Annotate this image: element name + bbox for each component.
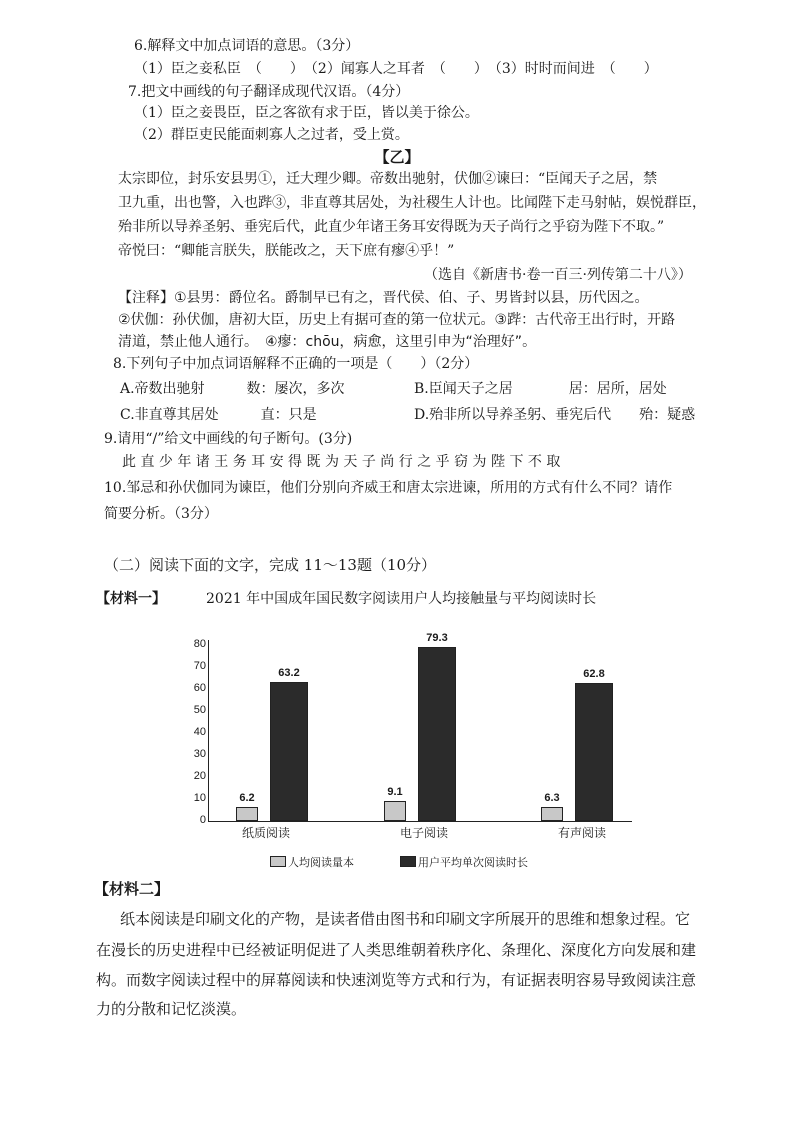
category-ebook: 电子阅读 — [399, 826, 448, 840]
question-10-line-1: 10.邹忌和孙伏伽同为谏臣，他们分别向齐威王和唐太宗进谏，所用的方式有什么不同？请作 — [104, 480, 673, 496]
y-tick-0: 0 — [199, 814, 206, 826]
question-9: 9.请用“/”给文中画线的句子断句。(3分) — [104, 431, 353, 447]
question-8-option-c: C.非直尊其居处 直：只是 — [120, 407, 317, 423]
passage-line-1: 太宗即位，封乐安县男①，迁大理少卿。帝数出驰射，伏伽②谏曰：“臣闻天子之居，禁 — [118, 171, 658, 187]
material-2-line-2: 在漫长的历史进程中已经被证明促进了人类思维朝着秩序化、条理化、深度化方向发展和建 — [96, 941, 697, 959]
legend-label-duration: 用户平均单次阅读时长 — [418, 856, 528, 869]
legend-swatch-duration — [400, 856, 416, 867]
material-2-line-3: 构。而数字阅读过程中的屏幕阅读和快速浏览等方式和行为，有证据表明容易导致阅读注意 — [96, 971, 697, 989]
y-tick-60: 60 — [193, 682, 206, 694]
y-axis — [208, 640, 209, 822]
material-1-tag: 【材料一】 — [96, 591, 166, 607]
bar-paper-reading-duration — [270, 682, 308, 821]
question-6-items: （1）臣之妾私臣 （ ） （2）闻寡人之耳者 （ ） （3）时时而间进 （ ） — [134, 61, 658, 77]
note-line-3: 清道，禁止他人通行。 ④瘳：chōu，病愈，这里引申为“治理好”。 — [118, 334, 537, 350]
y-tick-30: 30 — [193, 748, 206, 760]
y-tick-50: 50 — [193, 704, 206, 716]
category-audio: 有声阅读 — [557, 826, 606, 840]
passage-source: （选自《新唐书·卷一百三·列传第二十八》） — [424, 267, 692, 283]
question-10-line-2: 简要分析。（3分） — [104, 506, 218, 522]
label-audio-volume: 6.3 — [544, 792, 560, 805]
section-2-heading: （二）阅读下面的文字，完成 11～13题（10分） — [104, 556, 437, 574]
passage-yi-heading: 【乙】 — [374, 148, 420, 166]
question-7-item-2: （2）群臣吏民能面刺寡人之过者，受上赏。 — [134, 127, 409, 143]
bar-audio-reading-volume — [541, 807, 563, 821]
x-axis — [208, 821, 632, 822]
question-8: 8.下列句子中加点词语解释不正确的一项是（ ）（2分） — [113, 356, 479, 372]
question-7-item-1: （1）臣之妾畏臣，臣之客欲有求于臣，皆以美于徐公。 — [134, 105, 479, 121]
chart-title: 2021 年中国成年国民数字阅读用户人均接触量与平均阅读时长 — [206, 591, 597, 607]
legend-label-volume: 人均阅读量本 — [288, 856, 354, 869]
y-tick-70: 70 — [193, 660, 206, 672]
label-paper-duration: 63.2 — [278, 666, 300, 679]
bar-ebook-reading-volume — [384, 801, 406, 821]
label-ebook-volume: 9.1 — [387, 785, 403, 798]
passage-line-2: 卫九重，出也警，入也跸③，非直尊其居处，为社稷生人计也。比闻陛下走马射帖，娱悦群臣， — [118, 195, 706, 211]
bar-audio-reading-duration — [575, 683, 613, 821]
y-tick-40: 40 — [193, 726, 206, 738]
bar-ebook-reading-duration — [418, 647, 456, 821]
y-tick-20: 20 — [193, 770, 206, 782]
material-2-line-1: 纸本阅读是印刷文化的产物，是读者借由图书和印刷文字所展开的思维和想象过程。它 — [120, 910, 691, 928]
passage-line-4: 帝悦曰：“卿能言朕失，朕能改之，天下庶有瘳④乎！” — [118, 243, 455, 259]
question-9-sentence: 此 直 少 年 诸 王 务 耳 安 得 既 为 天 子 尚 行 之 乎 窃 为 陛 下 不 取 — [122, 454, 561, 470]
material-2-line-4: 力的分散和记忆淡漠。 — [96, 1000, 247, 1018]
y-tick-80: 80 — [193, 638, 206, 650]
passage-line-3: 殆非所以导养圣躬、垂宪后代，此直少年诸王务耳安得既为天子尚行之乎窃为陛下不取。” — [118, 219, 665, 235]
label-audio-duration: 62.8 — [583, 667, 605, 680]
bar-paper-reading-volume — [236, 807, 258, 821]
question-8-option-d: D.殆非所以导养圣躬、垂宪后代 殆：疑惑 — [414, 407, 696, 423]
note-line-2: ②伏伽：孙伏伽，唐初大臣，历史上有据可查的第一位状元。③跸：古代帝王出行时，开路 — [118, 312, 676, 328]
y-tick-10: 10 — [193, 792, 206, 804]
legend-swatch-volume — [270, 856, 286, 867]
question-8-option-b: B.臣闻天子之居 居：居所，居处 — [414, 381, 667, 397]
note-line-1: 【注释】①县男：爵位名。爵制早已有之，晋代侯、伯、子、男皆封以县，历代因之。 — [118, 290, 649, 306]
question-8-option-a: A.帝数出驰射 数：屡次，多次 — [120, 381, 345, 397]
question-7: 7.把文中画线的句子翻译成现代汉语。（4分） — [128, 84, 410, 100]
label-paper-volume: 6.2 — [239, 792, 255, 805]
question-6: 6.解释文中加点词语的意思。（3分） — [134, 38, 360, 54]
category-paper: 纸质阅读 — [241, 826, 290, 840]
material-2-tag: 【材料二】 — [94, 880, 170, 898]
label-ebook-duration: 79.3 — [426, 631, 448, 644]
